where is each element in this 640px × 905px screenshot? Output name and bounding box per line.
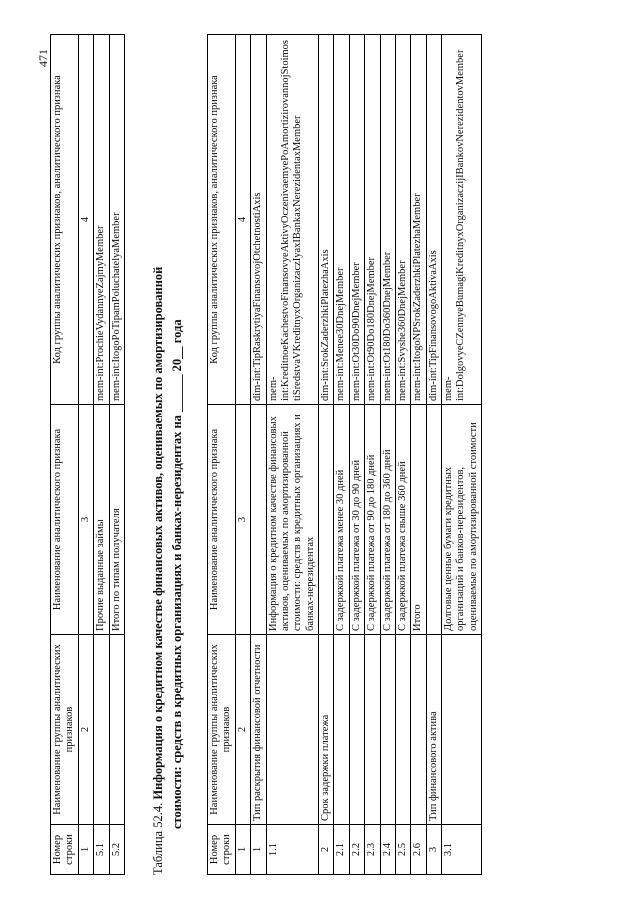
row-feature-name: Информация о кредитном качестве финансовых активов, оцениваемых по амортизированной стоимости: средств в кредитных организациях и банках-нерезидентах [266,405,319,635]
caption-line2-text: стоимости: средств в кредитных организациях и банках-нерезидентах на [170,415,185,829]
table-row [349,35,364,875]
row-feature-name: С задержкой платежа менее 30 дней [334,405,349,635]
row-code: mem-int:DolgovyeCZennyeBumagiKreditnyxOrganizaczijIBankovNerezidentovMember [442,35,482,405]
row-group-name [411,635,426,825]
row-code: mem-int:Ot90Do180DnejMember [365,35,380,405]
table-row [334,35,349,875]
row-feature-name: С задержкой платежа от 90 до 180 дней [365,405,380,635]
row-group-name [380,635,395,825]
table-row [411,35,426,875]
row-code: mem-int:Svyshe360DnejMember [395,35,410,405]
row-number: 5.1 [94,825,109,875]
row-feature-name: Прочие выданные займы [94,405,109,635]
table-header-row [51,35,79,875]
header-row-number: Номер строки [51,825,79,875]
row-number: 3 [426,825,441,875]
row-code: mem-int:ItogoPoTipamPoluchatelyaMember [109,35,124,405]
row-number: 3.1 [442,825,482,875]
row-number: 2.1 [334,825,349,875]
row-group-name: Тип финансового актива [426,635,441,825]
row-number: 2.2 [349,825,364,875]
row-feature-name: С задержкой платежа от 180 до 360 дней [380,405,395,635]
row-code: mem-int:Ot30Do90DnejMember [349,35,364,405]
caption-year: 20 [170,358,185,372]
row-group-name [94,635,109,825]
table-caption [149,35,188,875]
row-number: 2.6 [411,825,426,875]
caption-line2 [168,35,187,875]
row-group-name: Тип раскрытия финансовой отчетности [251,635,266,825]
row-group-name [442,635,482,825]
row-number: 2.5 [395,825,410,875]
table-header-row [208,35,236,875]
row-code: mem-int:ItogoNPSrokZaderzhkiPlatezhaMember [411,35,426,405]
row-feature-name [319,405,334,635]
table-row [380,35,395,875]
header-row-number: Номер строки [208,825,236,875]
row-group-name [334,635,349,825]
column-number: 3 [78,405,93,635]
row-number: 5.2 [109,825,124,875]
caption-blank: __ [170,346,185,359]
rotated-page [32,35,612,875]
column-number: 4 [78,35,93,405]
column-number: 2 [235,635,250,825]
table-row [395,35,410,875]
column-number: 4 [235,35,250,405]
table-52-4 [207,34,482,875]
row-feature-name: Итого [411,405,426,635]
row-number: 1 [251,825,266,875]
column-number-row [235,35,250,875]
row-feature-name: Итого по типам получателя [109,405,124,635]
column-number: 2 [78,635,93,825]
page-number: 471 [36,49,50,67]
header-code: Код группы аналитических признаков, аналитического признака [51,35,79,405]
column-number: 3 [235,405,250,635]
table-row [94,35,109,875]
column-number: 1 [235,825,250,875]
column-number: 1 [78,825,93,875]
row-code: mem-int:KreditnoeKachestvoFinansovyeAktivyOczenivaemyePoAmortizirovannojStoimostiSredstvaVKreditnyxOrganizaczIyaxIBankaxNerezidentaxMember [266,35,319,405]
row-feature-name: С задержкой платежа от 30 до 90 дней [349,405,364,635]
row-number: 2.4 [380,825,395,875]
table-row [251,35,266,875]
row-code: mem-int:ProchieVydannyeZajmyMember [94,35,109,405]
table-row [426,35,441,875]
row-feature-name [251,405,266,635]
row-code: mem-int:Menee30DnejMember [334,35,349,405]
table-row [109,35,124,875]
row-group-name [395,635,410,825]
table-continuation [50,34,125,875]
row-code: dim-int:SrokZaderzhkiPlatezhaAxis [319,35,334,405]
row-feature-name: С задержкой платежа свыше 360 дней [395,405,410,635]
row-group-name [109,635,124,825]
header-feature-name: Наименование аналитического признака [208,405,236,635]
caption-line1: Информация о кредитном качестве финансовых активов, оцениваемых по амортизированной [151,266,165,800]
table-row [266,35,319,875]
row-group-name [365,635,380,825]
row-number: 2 [319,825,334,875]
table-row [319,35,334,875]
row-number: 2.3 [365,825,380,875]
header-group-name: Наименование группы аналитических признаков [51,635,79,825]
header-group-name: Наименование группы аналитических признаков [208,635,236,825]
row-group-name [266,635,319,825]
caption-suffix: года [170,319,185,344]
header-code: Код группы аналитических признаков, аналитического признака [208,35,236,405]
header-feature-name: Наименование аналитического признака [51,405,79,635]
row-feature-name [426,405,441,635]
column-number-row [78,35,93,875]
row-code: dim-int:TipRaskrytiyaFinansovojOtchetnostiAxis [251,35,266,405]
caption-prefix: Таблица 52.4. [151,802,165,875]
row-group-name [349,635,364,825]
row-number: 1.1 [266,825,319,875]
caption-blank: ______ [170,374,185,412]
table-row [365,35,380,875]
row-code: mem-int:Ot180Do360DnejMember [380,35,395,405]
row-feature-name: Долговые ценные бумаги кредитных организаций и банков-нерезидентов, оцениваемые по амортизированной стоимости [442,405,482,635]
table-row [442,35,482,875]
row-group-name: Срок задержки платежа [319,635,334,825]
row-code: dim-int:TipFinansovogoAktivaAxis [426,35,441,405]
